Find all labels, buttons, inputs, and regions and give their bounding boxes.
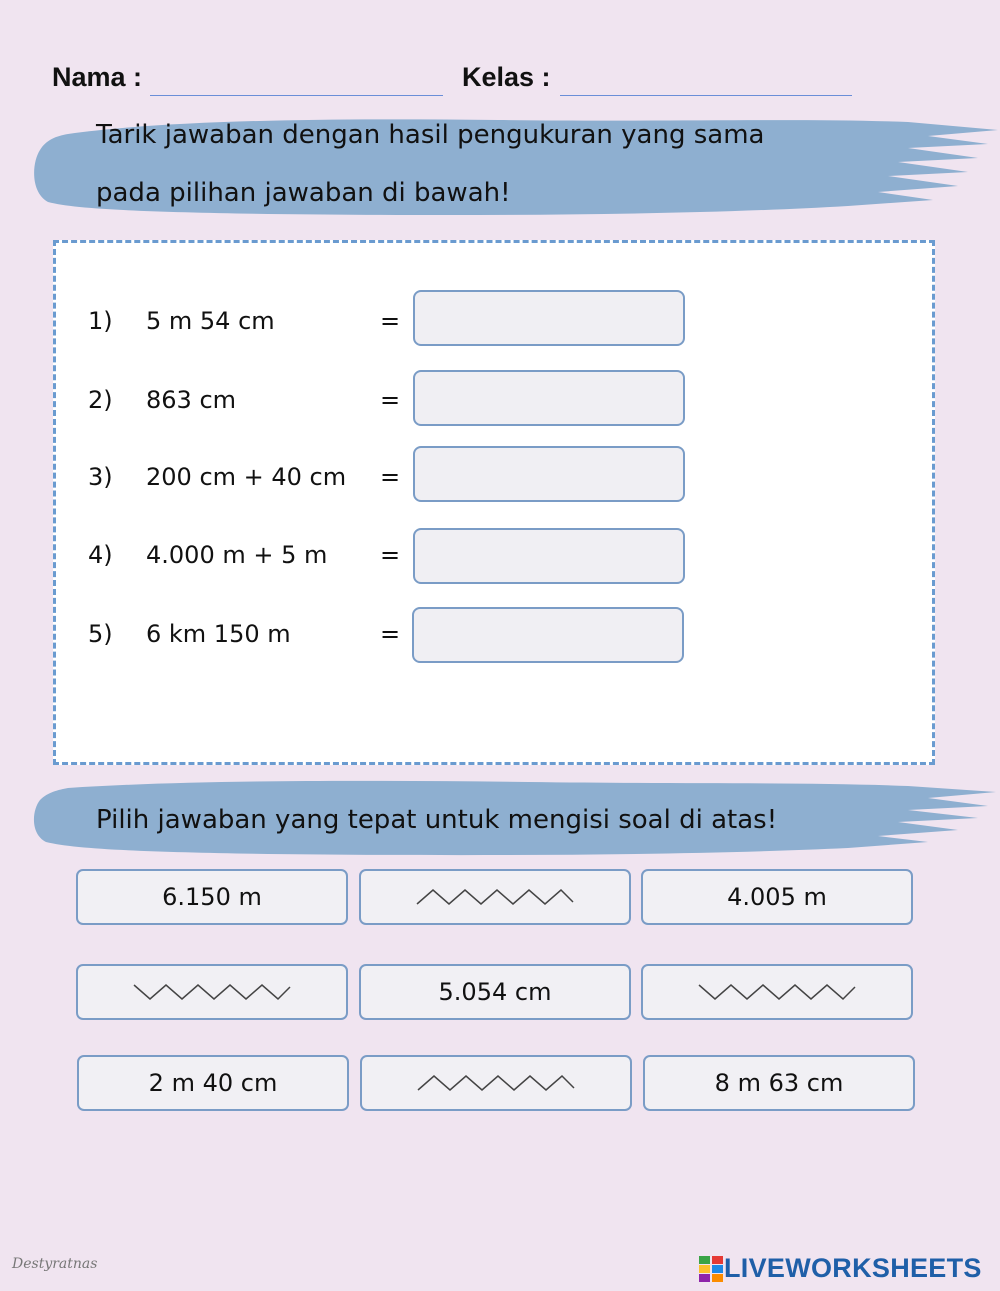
- zigzag-icon: [415, 886, 575, 908]
- option-label: 8 m 63 cm: [714, 1069, 844, 1097]
- answer-drop-box[interactable]: [413, 290, 685, 346]
- instruction-line-1: Tarik jawaban dengan hasil pengukuran yang sama: [96, 120, 765, 150]
- question-number: 5): [88, 620, 113, 648]
- nama-line[interactable]: [150, 95, 443, 96]
- option-tile-blank[interactable]: [360, 1055, 632, 1111]
- equals-sign: =: [380, 620, 401, 648]
- kelas-line[interactable]: [560, 95, 852, 96]
- question-expression: 5 m 54 cm: [146, 307, 275, 335]
- question-expression: 4.000 m + 5 m: [146, 541, 328, 569]
- question-expression: 6 km 150 m: [146, 620, 291, 648]
- liveworksheets-brand: LIVEWORKSHEETS: [724, 1253, 982, 1283]
- kelas-label: Kelas :: [462, 62, 551, 92]
- liveworksheets-logo[interactable]: [698, 1253, 982, 1284]
- nama-label: Nama :: [52, 62, 143, 92]
- question-number: 3): [88, 463, 113, 491]
- option-tile-blank[interactable]: [76, 964, 348, 1020]
- instruction-line-2: pada pilihan jawaban di bawah!: [96, 178, 511, 208]
- author-signature: Destyratnas: [12, 1256, 98, 1272]
- answer-drop-box[interactable]: [412, 607, 684, 663]
- answer-drop-box[interactable]: [413, 446, 685, 502]
- question-expression: 863 cm: [146, 386, 237, 414]
- option-tile-blank[interactable]: [359, 869, 631, 925]
- equals-sign: =: [380, 307, 401, 335]
- option-tile[interactable]: [643, 1055, 915, 1111]
- zigzag-icon: [132, 981, 292, 1003]
- option-label: 6.150 m: [162, 883, 262, 911]
- option-tile[interactable]: [76, 869, 348, 925]
- equals-sign: =: [380, 463, 401, 491]
- question-number: 2): [88, 386, 113, 414]
- option-label: 4.005 m: [727, 883, 827, 911]
- instruction-2: Pilih jawaban yang tepat untuk mengisi soal di atas!: [96, 805, 778, 835]
- option-tile-blank[interactable]: [641, 964, 913, 1020]
- zigzag-icon: [697, 981, 857, 1003]
- option-label: 5.054 cm: [438, 978, 552, 1006]
- equals-sign: =: [380, 541, 401, 569]
- question-number: 4): [88, 541, 113, 569]
- option-tile[interactable]: [359, 964, 631, 1020]
- question-expression: 200 cm + 40 cm: [146, 463, 347, 491]
- option-label: 2 m 40 cm: [148, 1069, 278, 1097]
- liveworksheets-logo-icon: [698, 1255, 724, 1283]
- question-number: 1): [88, 307, 113, 335]
- option-tile[interactable]: [77, 1055, 349, 1111]
- equals-sign: =: [380, 386, 401, 414]
- zigzag-icon: [416, 1072, 576, 1094]
- answer-drop-box[interactable]: [413, 370, 685, 426]
- answer-drop-box[interactable]: [413, 528, 685, 584]
- option-tile[interactable]: [641, 869, 913, 925]
